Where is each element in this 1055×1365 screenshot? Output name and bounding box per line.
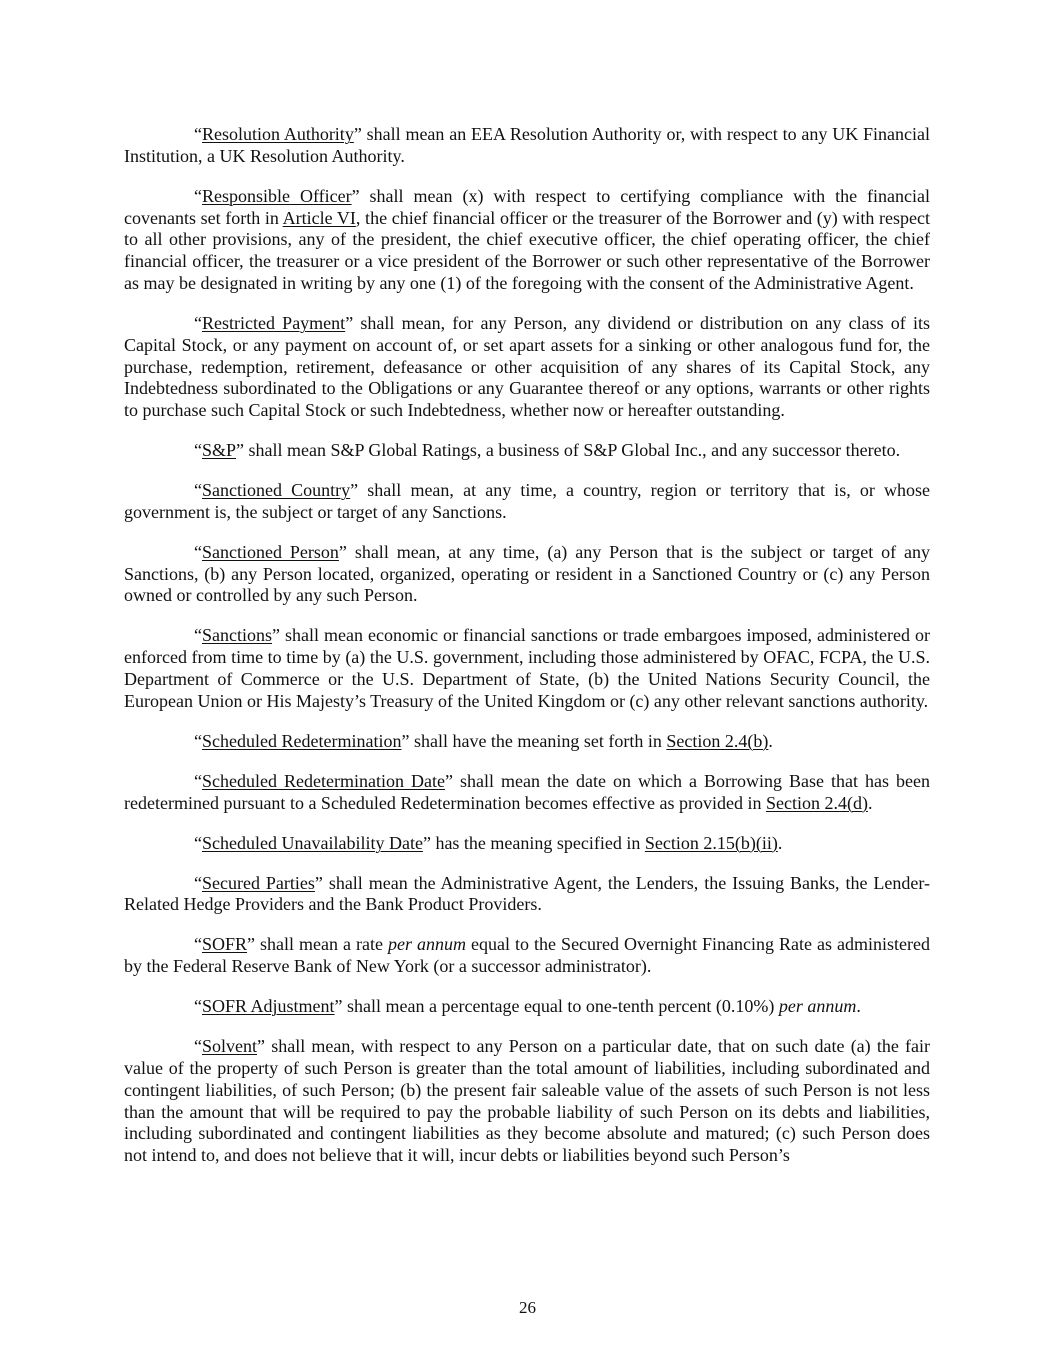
cross-reference-link[interactable]: Article VI (282, 207, 356, 228)
cross-reference-link[interactable]: Section 2.15(b)(ii) (644, 832, 778, 853)
definition-text: shall mean an EEA Resolution Authority or, with respect to any UK Financial Institution, a UK Resolution Authority. (124, 124, 930, 166)
definition-text: shall mean the Administrative Agent, the Lenders, the Issuing Banks, the Lender-Related Hedge Providers and the Bank Product Providers. (124, 872, 930, 915)
definition-text: . (777, 832, 783, 853)
definition-paragraph: “SOFR” shall mean a rate per annum equal to the Secured Overnight Financing Rate as administered by the Federal Reserve Bank of New York (or a successor administrator). (124, 934, 931, 977)
document-page (124, 124, 930, 1185)
definition-paragraph: “Scheduled Redetermination Date” shall mean the date on which a Borrowing Base that has been redetermined pursuant to a Scheduled Redetermination becomes effective as provided in Section 2.4(d). (124, 770, 930, 813)
defined-term: Sanctioned Person (202, 541, 339, 562)
definition-paragraph: “SOFR Adjustment” shall mean a percentage equal to one-tenth percent (0.10%) per annum. (194, 996, 861, 1017)
cross-reference-link[interactable]: Section 2.4(d) (765, 792, 868, 813)
defined-term: S&P (202, 440, 237, 461)
definition-paragraph: “Sanctioned Person” shall mean, at any time, (a) any Person that is the subject or target of any Sanctions, (b) any Person located, organized, operating or resident in a Sanctioned Country or (c) any Person owned or controlled by any such Person. (124, 541, 931, 606)
definition-text: . (867, 792, 873, 813)
defined-term: Scheduled Unavailability Date (202, 832, 423, 853)
definition-paragraph: “Responsible Officer” shall mean (x) with respect to certifying compliance with the financial covenants set forth in Article VI, the chief financial officer or the treasurer of the Borrower and (y) with respect to all other provisions, any of the president, the chief executive officer, the chief operating officer, the chief financial officer, the treasurer or a vice president of the Borrower or such other representative of the Borrower as may be designated in writing by any one (1) of the foregoing with the consent of the Administrative Agent. (124, 185, 930, 293)
definition-text: has the meaning specified in (430, 832, 645, 853)
definition-text: . (856, 996, 861, 1017)
italic-text: per annum (778, 996, 857, 1017)
definition-text: shall mean a percentage equal to one-tenth percent (0.10%) (342, 996, 779, 1017)
definition-text: shall mean, for any Person, any dividend or distribution on any class of its Capital Stock, or any payment on account of, or set apart assets for a sinking or other analogous fund for, the purchase, redemption, retirement, defeasance or other acquisition of any shares of its Capital Stock, any Indebtedness subordinated to the Obligations or any Guarantee thereof or any options, warrants or other rights to purchase such Capital Stock or such Indebtedness, whether now or hereafter outstanding. (124, 312, 930, 421)
definition-paragraph: “Restricted Payment” shall mean, for any Person, any dividend or distribution on any class of its Capital Stock, or any payment on account of, or set apart assets for a sinking or other analogous fund for, the purchase, redemption, retirement, defeasance or other acquisition of any shares of its Capital Stock, any Indebtedness subordinated to the Obligations or any Guarantee thereof or any options, warrants or other rights to purchase such Capital Stock or such Indebtedness, whether now or hereafter outstanding. (124, 312, 930, 421)
defined-term: Sanctions (202, 625, 272, 646)
definition-text: . (768, 730, 773, 751)
definition-paragraph: “Resolution Authority” shall mean an EEA Resolution Authority or, with respect to any UK Financial Institution, a UK Resolution Authority. (124, 124, 930, 166)
definition-paragraph: “Solvent” shall mean, with respect to any Person on a particular date, that on such date (a) the fair value of the property of such Person is greater than the total amount of liabilities, including subordinated and contingent liabilities, of such Person; (b) the present fair saleable value of the assets of such Person is not less than the amount that will be required to pay the probable liability of such Person on its debts and liabilities, including subordinated and contingent liabilities as they become absolute and matured; (c) such Person does not intend to, and does not believe that it will, incur debts or liabilities beyond such Person’s (124, 1036, 930, 1166)
defined-term: Responsible Officer (202, 185, 352, 206)
cross-reference-link[interactable]: Section 2.4(b) (666, 730, 769, 751)
definition-text: shall mean, with respect to any Person on a particular date, that on such date (a) the fair value of the property of such Person is greater than the total amount of liabilities, including subordinated and contingent liabilities, of such Person; (b) the present fair saleable value of the assets of such Person is not less than the amount that will be required to pay the probable liability of such Person on its debts and liabilities, including subordinated and contingent liabilities as they become absolute and matured; (c) such Person does not intend to, and does not believe that it will, incur debts or liabilities beyond such Person’s (124, 1036, 930, 1166)
defined-term: Secured Parties (202, 872, 315, 893)
defined-term: Scheduled Redetermination (202, 730, 402, 751)
definition-text: shall mean, at any time, (a) any Person that is the subject or target of any Sanctions, (b) any Person located, organized, operating or resident in a Sanctioned Country or (c) any Person owned or controlled by any such Person. (124, 541, 931, 606)
definition-paragraph: “Scheduled Redetermination” shall have the meaning set forth in Section 2.4(b). (194, 730, 773, 751)
defined-term: Resolution Authority (202, 124, 354, 144)
defined-term: Scheduled Redetermination Date (202, 770, 445, 791)
definition-text: equal to the Secured Overnight Financing Rate as administered by the Federal Reserve Bank of New York (or a successor administrator). (124, 934, 931, 977)
definition-text: shall mean, at any time, a country, region or territory that is, or whose government is, the subject or target of any Sanctions. (124, 480, 930, 522)
definition-text: shall mean (x) with respect to certifying compliance with the financial covenants set forth in (124, 185, 930, 228)
defined-term: Solvent (202, 1036, 258, 1057)
defined-term: Restricted Payment (202, 312, 346, 333)
definition-text: , the chief financial officer or the treasurer of the Borrower and (y) with respect to all other provisions, any of the president, the chief executive officer, the chief operating officer, the chief financial officer, the treasurer or a vice president of the Borrower or such other representative of the Borrower as may be designated in writing by any one (1) of the foregoing with the consent of the Administrative Agent. (124, 207, 930, 293)
definition-text: shall mean economic or financial sanctions or trade embargoes imposed, administered or enforced from time to time by (a) the U.S. government, including those administered by OFAC, FCPA, the U.S. Department of Commerce or the U.S. Department of State, (b) the United Nations Security Council, the European Union or His Majesty’s Treasury of the United Kingdom or (c) any other relevant sanctions authority. (124, 625, 930, 711)
defined-term: SOFR (202, 934, 248, 955)
definition-text: shall mean S&P Global Ratings, a business of S&P Global Inc., and any successor thereto. (244, 440, 901, 461)
definition-paragraph: “Scheduled Unavailability Date” has the meaning specified in Section 2.15(b)(ii). (194, 832, 783, 853)
definition-paragraph: “Sanctioned Country” shall mean, at any time, a country, region or territory that is, or whose government is, the subject or target of any Sanctions. (124, 480, 930, 522)
italic-text: per annum (388, 934, 467, 955)
definition-paragraph: “Sanctions” shall mean economic or financial sanctions or trade embargoes imposed, administered or enforced from time to time by (a) the U.S. government, including those administered by OFAC, FCPA, the U.S. Department of Commerce or the U.S. Department of State, (b) the United Nations Security Council, the European Union or His Majesty’s Treasury of the United Kingdom or (c) any other relevant sanctions authority. (124, 625, 930, 711)
page-number: 26 (519, 1298, 536, 1317)
definition-text: shall have the meaning set forth in (409, 730, 667, 751)
definition-text: shall mean a rate (255, 934, 389, 955)
definition-paragraph: “Secured Parties” shall mean the Administrative Agent, the Lenders, the Issuing Banks, the Lender-Related Hedge Providers and the Bank Product Providers. (124, 872, 930, 915)
defined-term: SOFR Adjustment (202, 996, 335, 1017)
definition-text: shall mean the date on which a Borrowing Base that has been redetermined pursuant to a Scheduled Redetermination becomes effective as provided in (124, 770, 930, 813)
definition-paragraph: “S&P” shall mean S&P Global Ratings, a business of S&P Global Inc., and any successor thereto. (194, 440, 901, 461)
defined-term: Sanctioned Country (202, 480, 351, 501)
